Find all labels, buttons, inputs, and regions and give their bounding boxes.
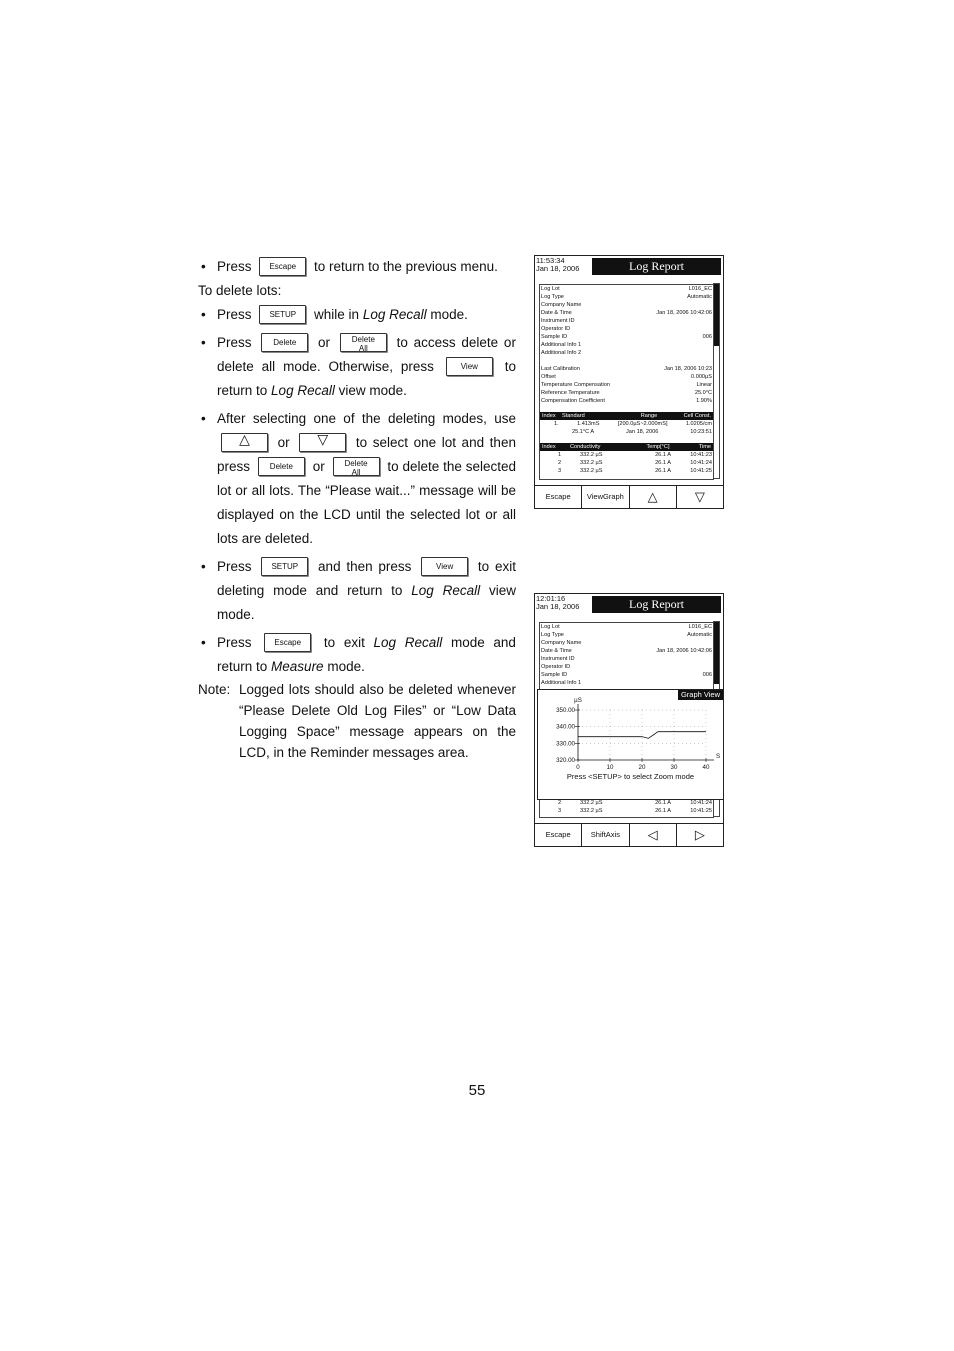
report-field: Date & Time Jan 18, 2006 10:42:06 <box>541 310 712 316</box>
data-header: Index Conductivity Temp[°C] Time <box>542 444 711 450</box>
escape-softkey[interactable]: Escape <box>535 486 582 508</box>
view-key: View <box>446 357 493 376</box>
setup-key: SETUP <box>259 305 306 324</box>
instructions-column <box>198 255 516 763</box>
up-arrow-icon[interactable]: △ <box>630 486 677 508</box>
report-field: Sample ID 006 <box>541 334 712 340</box>
lcd-log-report <box>534 255 724 509</box>
up-arrow-key: △ <box>221 433 268 452</box>
delete-heading: To delete lots: <box>198 283 282 298</box>
data-row: 3 332.2 µS 26.1 A 10:41:25 <box>558 808 712 814</box>
view-graph-softkey[interactable]: View Graph <box>582 486 629 508</box>
y-axis-label: µS <box>574 697 582 704</box>
report-field: Operator ID <box>541 326 571 332</box>
report-field: Operator ID <box>541 664 571 670</box>
bullet-exit-recall: • Press Escape to exit Log Recall mode and return to Measure mode. <box>198 631 516 679</box>
x-tick-label: 20 <box>638 764 646 771</box>
report-field: Date & Time Jan 18, 2006 10:42:06 <box>541 648 712 654</box>
cal-row: 25.1°C A Jan 18, 2006 10:23:51 <box>572 429 712 435</box>
delete-key: Delete <box>258 457 305 476</box>
data-row: 2 332.2 µS 26.1 A 10:41:24 <box>558 800 712 806</box>
lcd-scrollbar[interactable] <box>713 283 720 479</box>
lcd-graph-view <box>534 593 724 847</box>
bullet-exit-deleting: • Press SETUP and then press View to exit deleting mode and return to Log Recall view mode. <box>198 555 516 627</box>
escape-softkey[interactable]: Escape <box>535 824 582 846</box>
report-field: Company Name <box>541 640 582 646</box>
report-field: Additional Info 1 <box>541 680 582 686</box>
left-arrow-icon[interactable]: ◁ <box>630 824 677 846</box>
report-field: Reference Temperature 25.0°C <box>541 390 712 396</box>
y-tick-label: 320.00 <box>556 757 575 764</box>
y-tick-label: 340.00 <box>556 723 575 731</box>
shift-axis-softkey[interactable]: Shift Axis <box>582 824 629 846</box>
delete-all-key: Delete All <box>333 457 380 476</box>
delete-all-key: Delete All <box>340 333 387 352</box>
note: Note: Logged lots should also be deleted whenever “Please Delete Old Log Files” or “Low Data Logging Space” message appears on the LCD, in the Reminder messages area. <box>198 682 516 760</box>
down-arrow-icon[interactable]: ▽ <box>694 489 705 504</box>
x-tick-label: 30 <box>670 764 678 771</box>
x-tick-label: 10 <box>606 764 614 771</box>
report-field: Last Calibration Jan 18, 2006 10:23 <box>541 366 712 372</box>
lcd-title: Log Report <box>592 596 721 613</box>
delete-key: Delete <box>261 333 308 352</box>
down-arrow-key: ▽ <box>299 433 346 452</box>
x-axis-label: S <box>716 753 721 760</box>
graph-chart <box>538 690 723 772</box>
report-field: Additional Info 2 <box>541 350 582 356</box>
page-number: 55 <box>468 1082 486 1099</box>
lcd-softkeys <box>535 823 723 846</box>
escape-key: Escape <box>264 633 311 652</box>
setup-key: SETUP <box>261 557 308 576</box>
graph-hint: Press <SETUP> to select Zoom mode <box>566 772 695 781</box>
bullet-escape: • Press Escape to return to the previous menu. <box>198 255 516 279</box>
report-field: Instrument ID <box>541 656 575 662</box>
report-field: Log Lot L016_EC <box>541 624 712 630</box>
report-field: Sample ID 006 <box>541 672 712 678</box>
lcd-clock: 12:01:16 Jan 18, 2006 <box>536 594 580 611</box>
bullet-select-lot: • After selecting one of the deleting modes, use △ or ▽ to select one lot and then press Delete or Delete All to delete the selected lot or all lots. The “Please wait...” message will be displayed on the LCD until the selected lot or all lots are deleted. <box>198 407 516 551</box>
escape-key: Escape <box>259 257 306 276</box>
right-arrow-icon[interactable]: ▷ <box>694 827 705 842</box>
report-field: Log Type Automatic <box>541 294 712 300</box>
cal-header: Index Standard Range Cell Const. <box>542 413 711 419</box>
report-field: Additional Info 1 <box>541 342 582 348</box>
graph-view-window <box>537 689 724 800</box>
lcd-report-panel <box>539 284 714 480</box>
report-field: Log Lot L016_EC <box>541 286 712 292</box>
view-key: View <box>421 557 468 576</box>
bullet-setup: • Press SETUP while in Log Recall mode. <box>198 303 516 327</box>
x-tick-label: 0 <box>576 764 580 771</box>
lcd-clock: 11:53:34 Jan 18, 2006 <box>536 256 580 273</box>
report-field: Instrument ID <box>541 318 575 324</box>
data-row: 2 332.2 µS 26.1 A 10:41:24 <box>558 460 712 466</box>
lcd-title: Log Report <box>592 258 721 275</box>
x-tick-label: 40 <box>702 764 710 771</box>
bullet-delete-modes: • Press Delete or Delete All to access delete or delete all mode. Otherwise, press View to return to Log Recall view mode. <box>198 331 516 403</box>
report-field: Temperature Compensation Linear <box>541 382 712 388</box>
report-field: Offset 0.000µS <box>541 374 712 380</box>
y-tick-label: 330.00 <box>556 740 575 748</box>
cal-row: 1. 1.413mS [200.0µS~2.000mS] 1.0205/cm <box>554 421 712 427</box>
report-field: Company Name <box>541 302 582 308</box>
lcd-softkeys <box>535 485 723 508</box>
report-field: Compensation Coefficient 1.90% <box>541 398 712 404</box>
y-tick-label: 350.00 <box>556 707 575 714</box>
data-row: 1 332.2 µS 26.1 A 10:41:23 <box>558 452 712 458</box>
data-row: 3 332.2 µS 26.1 A 10:41:25 <box>558 468 712 474</box>
graph-title: Graph View <box>678 690 723 700</box>
report-field: Log Type Automatic <box>541 632 712 638</box>
